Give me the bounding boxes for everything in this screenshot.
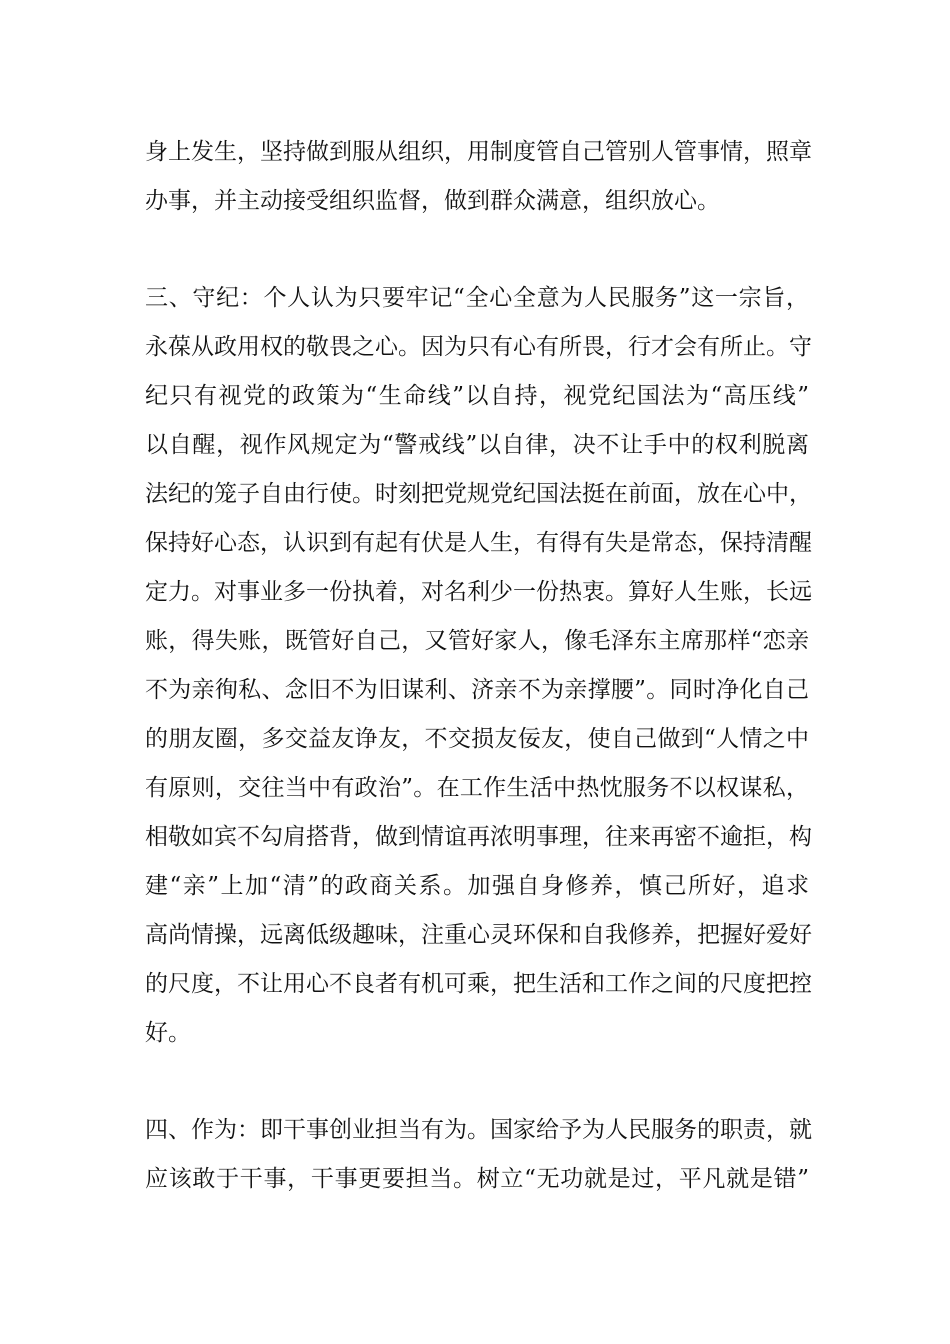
text-line: 纪只有视党的政策为“生命线”以自持，视党纪国法为“高压线” (145, 383, 809, 409)
document-page (145, 128, 812, 1204)
text-line: 永葆从政用权的敬畏之心。因为只有心有所畏，行才会有所止。守 (145, 334, 812, 360)
text-line: 应该敢于干事，干事更要担当。树立“无功就是过，平凡就是错” (145, 1166, 809, 1192)
text-line: 有原则，交往当中有政治”。在工作生活中热忱服务不以权谋私， (145, 775, 809, 801)
paragraph-gap (145, 226, 809, 274)
text-line: 三、守纪：个人认为只要牢记“全心全意为人民服务”这一宗旨， (145, 285, 809, 311)
text-line: 定力。对事业多一份执着，对名利少一份热衷。算好人生账，长远 (145, 579, 812, 605)
text-line: 的尺度，不让用心不良者有机可乘，把生活和工作之间的尺度把控 (145, 971, 812, 997)
text-line: 以自醒，视作风规定为“警戒线”以自律，决不让手中的权利脱离 (145, 432, 809, 458)
paragraph-action (145, 1106, 812, 1204)
text-line: 好。 (145, 1020, 191, 1046)
text-line: 建“亲”上加“清”的政商关系。加强自身修养，慎己所好，追求 (145, 873, 809, 899)
paragraph-gap (145, 1058, 809, 1106)
text-line: 不为亲徇私、念旧不为旧谋利、济亲不为亲撑腰”。同时净化自己 (145, 677, 809, 703)
paragraph-discipline (145, 274, 812, 1058)
text-line: 法纪的笼子自由行使。时刻把党规党纪国法挺在前面，放在心中， (145, 481, 812, 507)
text-line: 保持好心态，认识到有起有伏是人生，有得有失是常态，保持清醒 (145, 530, 812, 556)
text-line: 身上发生，坚持做到服从组织，用制度管自己管别人管事情，照章 (145, 139, 812, 165)
paragraph-continuation (145, 128, 812, 226)
text-line: 办事，并主动接受组织监督，做到群众满意，组织放心。 (145, 188, 720, 214)
text-line: 的朋友圈，多交益友诤友，不交损友佞友，使自己做到“人情之中 (145, 726, 809, 752)
text-line: 高尚情操，远离低级趣味，注重心灵环保和自我修养，把握好爱好 (145, 922, 812, 948)
text-line: 四、作为：即干事创业担当有为。国家给予为人民服务的职责，就 (145, 1117, 812, 1143)
text-line: 账，得失账，既管好自己，又管好家人，像毛泽东主席那样“恋亲 (145, 628, 809, 654)
text-line: 相敬如宾不勾肩搭背，做到情谊再浓明事理，往来再密不逾拒，构 (145, 824, 812, 850)
